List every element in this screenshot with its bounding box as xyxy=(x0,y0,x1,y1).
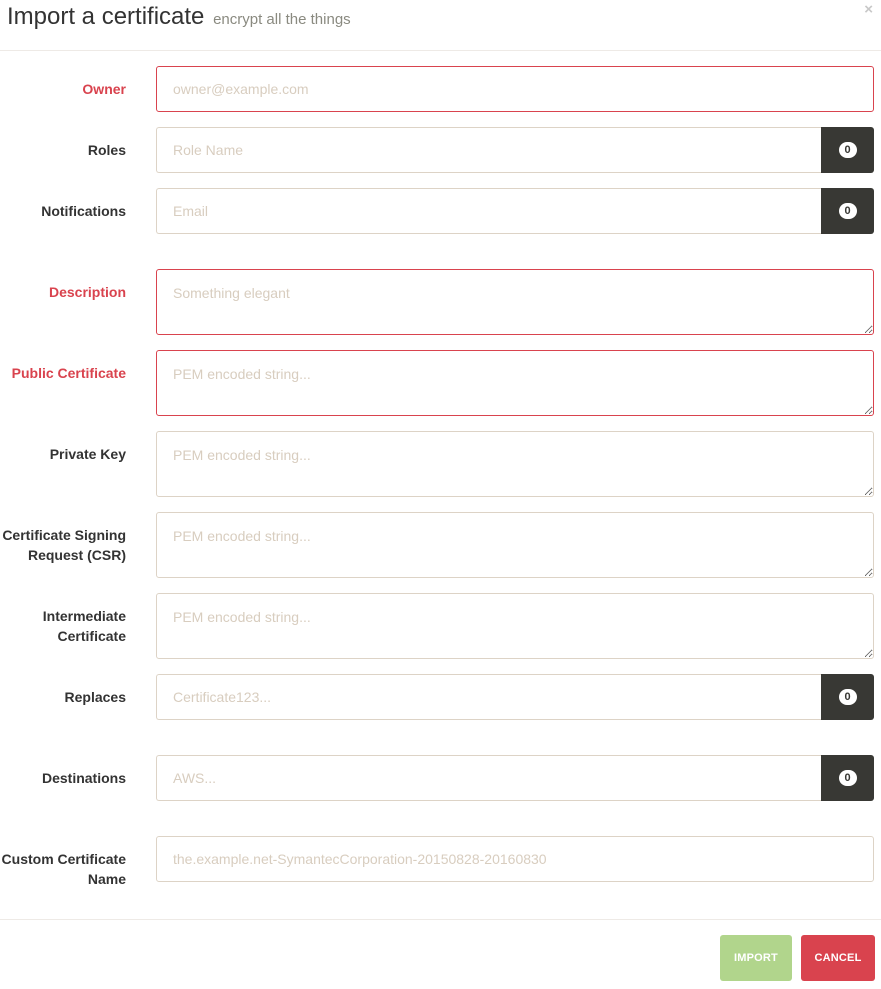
replaces-input[interactable] xyxy=(156,674,821,720)
public-certificate-label: Public Certificate xyxy=(11,365,126,381)
custom-name-label xyxy=(0,849,126,889)
destinations-input[interactable] xyxy=(156,755,821,801)
private-key-label: Private Key xyxy=(49,446,126,462)
description-textarea[interactable] xyxy=(156,269,874,335)
destinations-count-badge: 0 xyxy=(839,770,857,786)
import-button[interactable]: IMPORT xyxy=(720,935,792,981)
destinations-input-group xyxy=(156,755,874,801)
notifications-input[interactable] xyxy=(156,188,821,234)
csr-textarea[interactable] xyxy=(156,512,874,578)
modal-title xyxy=(7,3,351,31)
csr-label xyxy=(0,525,126,565)
notifications-count-addon xyxy=(821,188,874,234)
roles-count-addon xyxy=(821,127,874,173)
notifications-label: Notifications xyxy=(41,203,126,219)
notifications-count-badge: 0 xyxy=(839,203,857,219)
destinations-count-addon xyxy=(821,755,874,801)
destinations-label: Destinations xyxy=(41,770,126,786)
owner-input[interactable] xyxy=(156,66,874,112)
modal-footer xyxy=(0,919,881,989)
replaces-label: Replaces xyxy=(64,689,126,705)
roles-input[interactable] xyxy=(156,127,821,173)
public-certificate-textarea[interactable] xyxy=(156,350,874,416)
replaces-count-badge: 0 xyxy=(839,689,857,705)
close-icon[interactable]: × xyxy=(864,1,873,18)
roles-label: Roles xyxy=(87,142,126,158)
custom-name-label-line2: Name xyxy=(87,871,126,887)
modal-title-text: Import a certificate xyxy=(7,3,205,30)
intermediate-textarea[interactable] xyxy=(156,593,874,659)
description-label: Description xyxy=(48,284,126,300)
cancel-button[interactable]: CANCEL xyxy=(801,935,875,981)
intermediate-label-line1: Intermediate xyxy=(42,608,126,624)
csr-label-line1: Certificate Signing xyxy=(2,527,126,543)
modal-subtitle: encrypt all the things xyxy=(213,11,351,28)
csr-label-line2: Request (CSR) xyxy=(27,547,126,563)
replaces-input-group xyxy=(156,674,874,720)
replaces-count-addon xyxy=(821,674,874,720)
custom-name-input[interactable] xyxy=(156,836,874,882)
roles-count-badge: 0 xyxy=(839,142,857,158)
modal-header xyxy=(0,0,881,51)
custom-name-label-line1: Custom Certificate xyxy=(1,851,126,867)
roles-input-group xyxy=(156,127,874,173)
private-key-textarea[interactable] xyxy=(156,431,874,497)
notifications-input-group xyxy=(156,188,874,234)
intermediate-label xyxy=(0,606,126,646)
owner-label: Owner xyxy=(82,81,126,97)
intermediate-label-line2: Certificate xyxy=(57,628,126,644)
